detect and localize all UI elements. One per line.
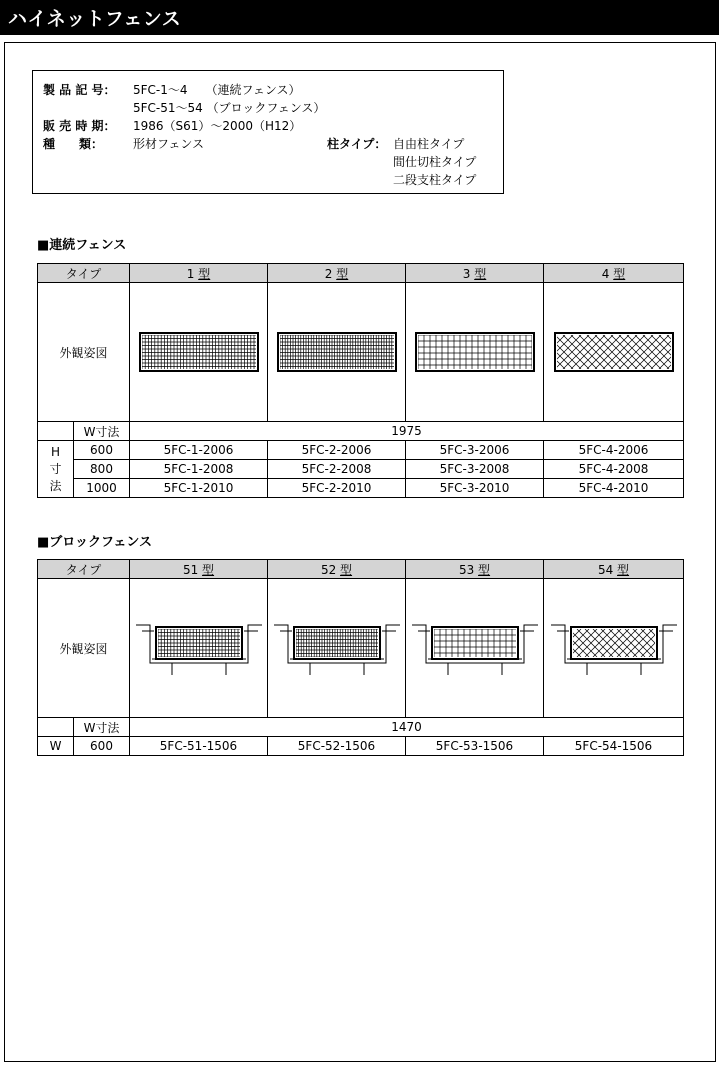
page-header [0,0,719,35]
type-header: タイプ [38,264,130,283]
h-value: 600 [74,737,130,756]
model-code: 5FC-51-1506 [130,737,268,756]
table-row [38,737,684,756]
model-code: 5FC-2-2008 [268,460,406,479]
h-value: 1000 [74,479,130,498]
fence-figure-54 [544,579,684,718]
block-fence-drawing [272,603,402,693]
fence-figure-1 [130,283,268,422]
fence-figure-52 [268,579,406,718]
block-fence-table [37,559,684,756]
content-frame [4,42,716,1062]
model-code: 5FC-2-2010 [268,479,406,498]
type-col-52: 52 型 [268,560,406,579]
w-dimension-value: 1975 [130,422,684,441]
block-fence-title: ■ブロックフェンス [37,535,152,550]
type-col-54: 54 型 [544,560,684,579]
continuous-fence-drawing [549,307,679,397]
model-code: 5FC-1-2006 [130,441,268,460]
product-info-box [32,70,504,194]
h-value: 600 [74,441,130,460]
table-header-row [38,264,684,283]
table-row [38,479,684,498]
model-code: 5FC-3-2010 [406,479,544,498]
model-line-2: 5FC-51〜54 （ブロックフェンス） [133,101,326,115]
w-dimension-label: W寸法 [74,718,130,737]
w-dimension-label: W寸法 [74,422,130,441]
w-dimension-row [38,718,684,737]
model-code: 5FC-4-2008 [544,460,684,479]
continuous-fence-drawing [272,307,402,397]
post-type-3: 二段支柱タイプ [393,173,477,187]
model-code: 5FC-3-2008 [406,460,544,479]
model-code: 5FC-54-1506 [544,737,684,756]
model-code: 5FC-3-2006 [406,441,544,460]
h-dimension-label: H 寸 法 [38,441,74,498]
appearance-row [38,283,684,422]
model-label: 製 品 記 号： [43,83,116,97]
type-label: 種 類： [43,137,104,151]
continuous-fence-drawing [410,307,540,397]
type-col-3: 3 型 [406,264,544,283]
w-dimension-row [38,422,684,441]
fence-figure-53 [406,579,544,718]
fence-figure-4 [544,283,684,422]
period-value: 1986（S61）〜2000（H12） [133,119,302,133]
model-code: 5FC-4-2010 [544,479,684,498]
model-code: 5FC-1-2008 [130,460,268,479]
post-type-label: 柱タイプ： [327,137,387,151]
h-value: 800 [74,460,130,479]
block-fence-drawing [549,603,679,693]
fence-figure-3 [406,283,544,422]
continuous-fence-title: ■連続フェンス [37,238,127,253]
block-fence-drawing [410,603,540,693]
period-label: 販 売 時 期： [43,119,116,133]
post-type-1: 自由柱タイプ [393,137,465,151]
appearance-row [38,579,684,718]
type-value: 形材フェンス [133,137,205,151]
fence-figure-2 [268,283,406,422]
table-row [38,460,684,479]
model-code: 5FC-4-2006 [544,441,684,460]
w-dimension-value: 1470 [130,718,684,737]
post-type-2: 間仕切柱タイプ [393,155,477,169]
model-line-1: 5FC-1〜4 （連続フェンス） [133,83,301,97]
type-header: タイプ [38,560,130,579]
w-row-label: W [38,737,74,756]
type-col-4: 4 型 [544,264,684,283]
table-header-row [38,560,684,579]
table-row [38,441,684,460]
type-col-2: 2 型 [268,264,406,283]
type-col-53: 53 型 [406,560,544,579]
type-col-51: 51 型 [130,560,268,579]
block-fence-drawing [134,603,264,693]
appearance-label: 外観姿図 [38,579,130,718]
model-code: 5FC-1-2010 [130,479,268,498]
model-code: 5FC-53-1506 [406,737,544,756]
model-code: 5FC-2-2006 [268,441,406,460]
model-code: 5FC-52-1506 [268,737,406,756]
page-title: ハイネットフェンス [8,8,182,30]
continuous-fence-table [37,263,684,498]
appearance-label: 外観姿図 [38,283,130,422]
continuous-fence-drawing [134,307,264,397]
type-col-1: 1 型 [130,264,268,283]
fence-figure-51 [130,579,268,718]
